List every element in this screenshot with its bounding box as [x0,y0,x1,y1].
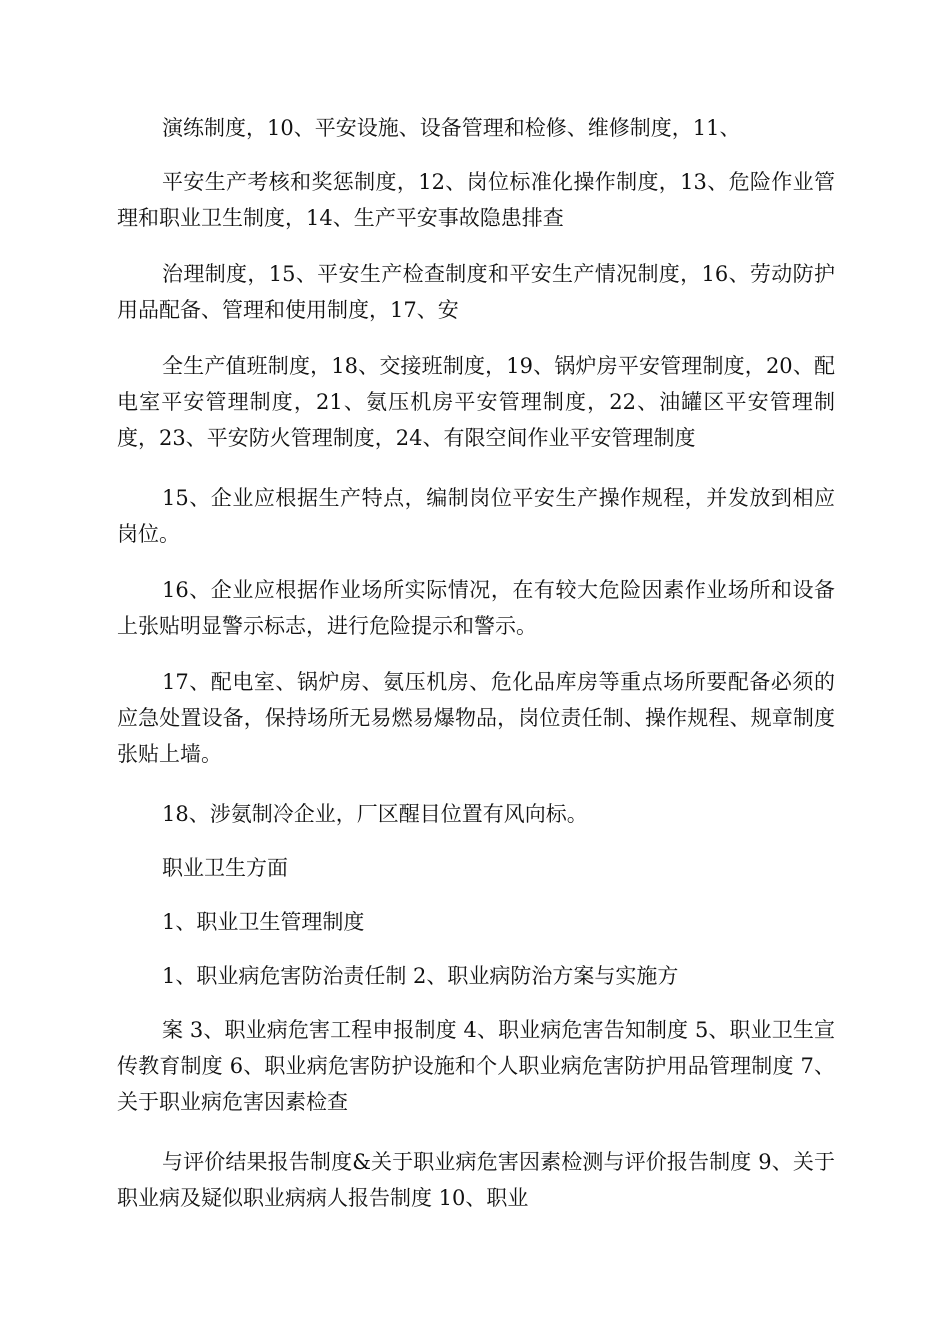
section-heading: 职业卫生方面 [162,856,288,880]
paragraph-7: 17、配电室、锅炉房、氨压机房、危化品库房等重点场所要配备必须的应急处置设备，保持场所无易燃易爆物品，岗位责任制、操作规程、规章制度张贴上墙。 [117,670,835,766]
paragraph-12: 案 3、职业病危害工程申报制度 4、职业病危害告知制度 5、职业卫生宣传教育制度 6、职业病危害防护设施和个人职业病危害防护用品管理制度 7、关于职业病危害因素检查 [117,1018,835,1114]
subsection-heading: 1、职业卫生管理制度 [162,910,365,934]
paragraph-6: 16、企业应根据作业场所实际情况，在有较大危险因素作业场所和设备上张贴明显警示标志，进行危险提示和警示。 [117,578,835,638]
paragraph-8: 18、涉氨制冷企业，厂区醒目位置有风向标。 [162,802,588,826]
paragraph-1: 演练制度，10、平安设施、设备管理和检修、维修制度，11、 [162,116,741,140]
paragraph-2: 平安生产考核和奖惩制度，12、岗位标准化操作制度，13、危险作业管理和职业卫生制度，14、生产平安事故隐患排查 [117,170,835,230]
paragraph-5: 15、企业应根据生产特点，编制岗位平安生产操作规程，并发放到相应岗位。 [117,486,835,546]
paragraph-13: 与评价结果报告制度&关于职业病危害因素检测与评价报告制度 9、关于职业病及疑似职业病病人报告制度 10、职业 [117,1150,835,1210]
paragraph-4: 全生产值班制度，18、交接班制度，19、锅炉房平安管理制度，20、配电室平安管理制度，21、氨压机房平安管理制度，22、油罐区平安管理制度，23、平安防火管理制度，24、有限空间作业平安管理制度 [117,354,835,450]
paragraph-11: 1、职业病危害防治责任制 2、职业病防治方案与实施方 [162,964,679,988]
paragraph-3: 治理制度，15、平安生产检查制度和平安生产情况制度，16、劳动防护用品配备、管理和使用制度，17、安 [117,262,835,322]
